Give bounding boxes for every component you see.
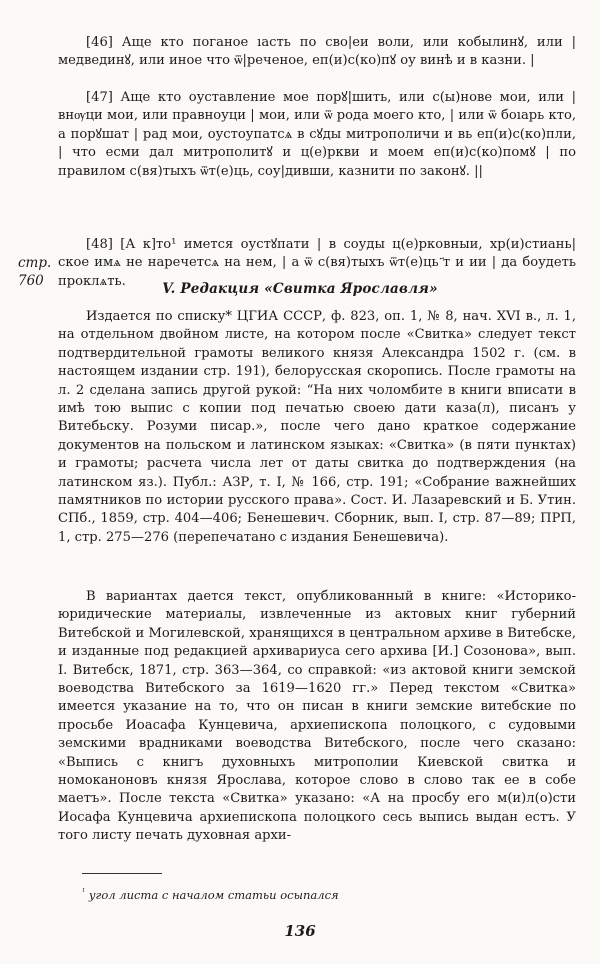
footnote-mark: ¹ — [82, 887, 86, 896]
paragraph-47: [47] Аще кто оуставление мое порꙋ|шить, или с(ы)нове мои, или | внѹци мои, или правноуци | мои, или ѿ рода моего кто, | или ѿ боıарь кто, а порꙋшат | рад мои, оустоупатсѧ в сꙋды митрополичи и вь еп(и)с(ко)пли, | что есми дал митрополитꙋ и ц(е)ркви и моем еп(и)с(ко)помꙋ | по правилом с(вя)тыхъ ѿт(е)ць, соу|дивши, казнити по законꙋ. || — [58, 90, 576, 179]
intro-paragraph: Издается по списку* ЦГИА СССР, ф. 823, оп. 1, № 8, нач. XVI в., л. 1, на отдельном двойном листе, на котором после «Свитка» следует текст подтвердительной грамоты великого князя Александра 1502 г. (см. в настоящем издании стр. 191), белорусская скоропись. После грамоты на л. 2 сделана запись другой рукой: “На них чоломбите в книги вписати в имѣ тою выпис с копии под печатью своею дати каза(л), писанъ у Витебьску. Розуми писар.», после чего дано краткое содержание документов на польском и латинском языках: «Свитка» (в пяти пунктах) и грамоты; расчета числа лет от даты свитка до подтверждения (на латинском яз.). Публ.: АЗР, т. I, № 166, стр. 191; «Собрание важнейших памятников по истории русского права». Сост. И. Лазаревский и Б. Утин. СПб., 1859, стр. 404—406; Бенешевич. Сборник, вып. I, стр. 87—89; ПРП, 1, стр. 275—276 (перепечатано с издания Бенешевича). — [58, 309, 576, 545]
footnote-divider — [82, 873, 162, 874]
margin-page-reference: стр. 760 — [18, 255, 52, 290]
paragraph-48: [48] [А к]то¹ имется оустꙋпати | в соуды ц(е)рковныи, хр(и)стиань|ское имѧ не наречетсѧ на нем, | а ѿ с(вя)тыхъ ѿт(е)ць ҃т и ии | да боудеть проклѧть. — [58, 237, 576, 289]
section-heading: V. Редакция «Свитка Ярославля» — [162, 281, 438, 297]
variants-paragraph: В вариантах дается текст, опубликованный в книге: «Историко-юридические материалы, извлеченные из актовых книг губерний Витебской и Могилевской, хранящихся в центральном архиве в Витебске, и изданные под редакцией архивариуса сего архива [И.] Созонова», вып. I. Витебск, 1871, стр. 363—364, со справкой: «из актовой книги земской воеводства Витебского за 1619—1620 гг.» Перед текстом «Свитка» имеется указание на то, что он писан в книги земские витебские по просьбе Иоасафа Кунцевича, архиепископа полоцкого, с судовыми земскими врадниками воеводства Витебского, после чего сказано: «Выпись с книгъ духовныхъ митрополии Киевской свитка и номоканоновъ князя Ярослава, которое слово в слово так ее в собе маетъ». После текста «Свитка» указано: «А на просбу его м(и)л(о)сти Иосафа Кунцевича архиепископа полоцкого сесь выпись выдан естъ. У того листу печать духовная архи- — [58, 589, 576, 844]
footnote-text: угол листа с началом статьи осыпался — [88, 887, 339, 902]
footnote — [82, 885, 562, 902]
page-number: 136 — [284, 922, 316, 940]
paragraph-46: [46] Аще кто поганое ıасть по сво|еи воли, или кобылинꙋ, или | медвединꙋ, или иное что ѿ|реченое, еп(и)с(ко)пꙋ оу винѣ и в казни. | — [58, 35, 576, 69]
